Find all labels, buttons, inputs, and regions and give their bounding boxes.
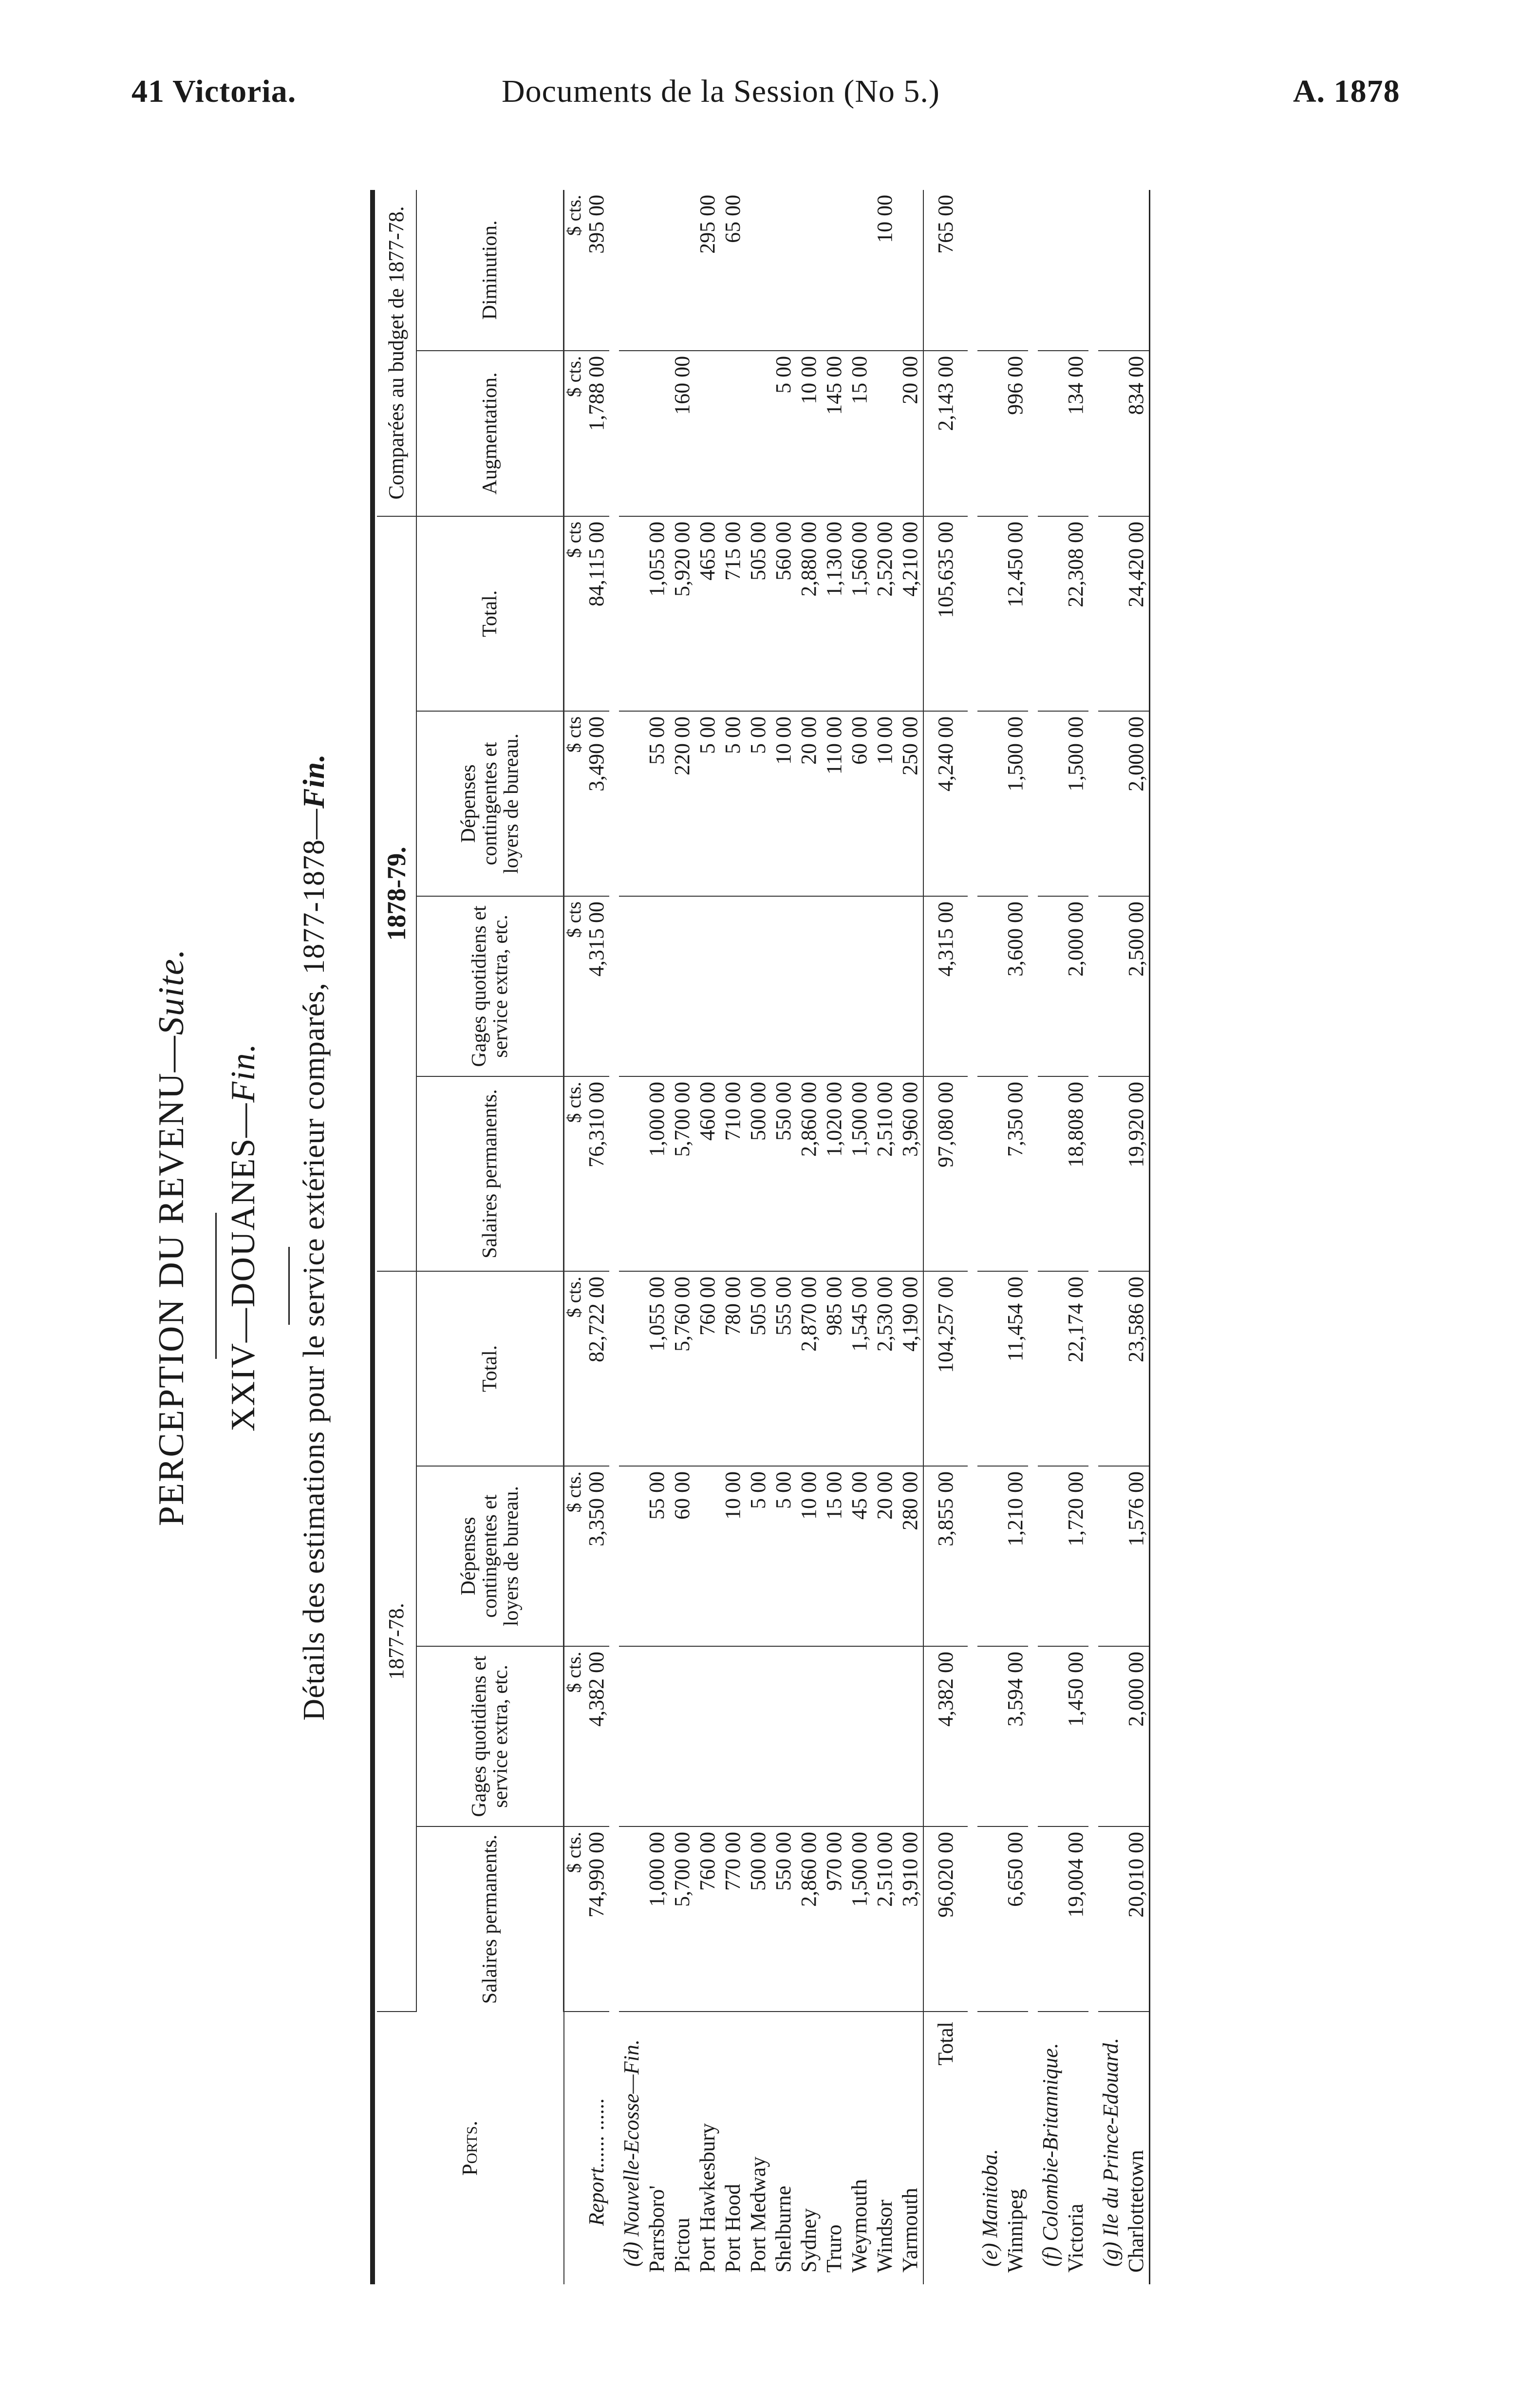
region-row bbox=[1098, 190, 1124, 2284]
region-label: (d) Nouvelle-Ecosse—Fin. bbox=[619, 2039, 643, 2267]
port-name: Windsor bbox=[873, 2200, 897, 2273]
value-cell: 10 00 bbox=[796, 1466, 822, 1646]
value-cell: 1,000 00 bbox=[644, 1076, 670, 1271]
value-cell: 295 00 bbox=[695, 190, 720, 351]
unit-cell: $ cts bbox=[564, 516, 584, 711]
value-cell: 770 00 bbox=[720, 1826, 746, 2012]
value-cell bbox=[695, 351, 720, 516]
spacer-row bbox=[609, 190, 619, 2284]
value-cell: 60 00 bbox=[847, 711, 872, 896]
value-cell: 2,870 00 bbox=[796, 1271, 822, 1466]
value-cell: 23,586 00 bbox=[1124, 1271, 1150, 1466]
value-cell: 1,020 00 bbox=[822, 1076, 847, 1271]
empty-cell bbox=[1098, 1271, 1124, 1466]
value-cell: 1,450 00 bbox=[1063, 1646, 1088, 1826]
salaires-header: Salaires permanents. bbox=[416, 1076, 564, 1271]
value-cell: 6,650 00 bbox=[1003, 1826, 1028, 2012]
value-cell: 3,594 00 bbox=[1003, 1646, 1028, 1826]
total-cell: 4,315 00 bbox=[923, 896, 968, 1076]
empty-cell bbox=[619, 1826, 644, 2012]
value-cell: 550 00 bbox=[771, 1076, 796, 1271]
table-row bbox=[796, 190, 822, 2284]
value-cell: 11,454 00 bbox=[1003, 1271, 1028, 1466]
value-cell: 12,450 00 bbox=[1003, 516, 1028, 711]
spacer-row bbox=[1088, 190, 1098, 2284]
empty-cell bbox=[1098, 711, 1124, 896]
report-cell: 4,382 00 bbox=[584, 1646, 609, 1826]
empty-cell bbox=[1038, 1271, 1063, 1466]
value-cell: 134 00 bbox=[1063, 351, 1088, 516]
empty-cell bbox=[1038, 190, 1063, 351]
table-row bbox=[898, 190, 923, 2284]
value-cell: 5,700 00 bbox=[670, 1826, 695, 2012]
value-cell: 220 00 bbox=[670, 711, 695, 896]
value-cell: 500 00 bbox=[746, 1826, 771, 2012]
value-cell: 55 00 bbox=[644, 1466, 670, 1646]
running-head-left: 41 Victoria. bbox=[131, 74, 297, 109]
empty-cell bbox=[619, 1646, 644, 1826]
table-row bbox=[847, 190, 872, 2284]
port-name: Weymouth bbox=[847, 2179, 871, 2273]
empty-cell bbox=[1038, 896, 1063, 1076]
value-cell: 1,500 00 bbox=[1003, 711, 1028, 896]
value-cell: 160 00 bbox=[670, 351, 695, 516]
table-row bbox=[771, 190, 796, 2284]
value-cell: 505 00 bbox=[746, 516, 771, 711]
value-cell: 19,920 00 bbox=[1124, 1076, 1150, 1271]
value-cell bbox=[847, 1646, 872, 1826]
value-cell: 460 00 bbox=[695, 1076, 720, 1271]
port-name: Winnipeg bbox=[1003, 2189, 1027, 2273]
value-cell: 10 00 bbox=[720, 1466, 746, 1646]
value-cell: 760 00 bbox=[695, 1826, 720, 2012]
total-cell: 4,382 00 bbox=[923, 1646, 968, 1826]
total-label: Total bbox=[923, 2012, 968, 2284]
value-cell: 2,530 00 bbox=[872, 1271, 898, 1466]
total-cell: 97,080 00 bbox=[923, 1076, 968, 1271]
empty-cell bbox=[977, 711, 1003, 896]
value-cell: 2,510 00 bbox=[872, 1076, 898, 1271]
value-cell: 250 00 bbox=[898, 711, 923, 896]
gages-header: Gages quotidiens et service extra, etc. bbox=[416, 1646, 564, 1826]
empty-cell bbox=[619, 1466, 644, 1646]
value-cell: 3,960 00 bbox=[898, 1076, 923, 1271]
value-cell bbox=[822, 1646, 847, 1826]
empty-cell bbox=[1098, 351, 1124, 516]
spacer-cell bbox=[968, 190, 977, 2284]
value-cell bbox=[872, 351, 898, 516]
value-cell: 1,500 00 bbox=[847, 1076, 872, 1271]
compare-header: Comparées au budget de 1877-78. bbox=[377, 190, 416, 516]
empty-cell bbox=[1098, 1646, 1124, 1826]
value-cell: 550 00 bbox=[771, 1826, 796, 2012]
diminution-header: Diminution. bbox=[416, 190, 564, 351]
port-name: Port Hood bbox=[721, 2183, 745, 2273]
value-cell: 24,420 00 bbox=[1124, 516, 1150, 711]
total-cell: 765 00 bbox=[923, 190, 968, 351]
value-cell bbox=[644, 351, 670, 516]
title-line-2: XXIV—DOUANES—Fin. bbox=[225, 1042, 262, 1432]
title-line-3: Détails des estimations pour le service extérieur comparés, 1877-1878—Fin. bbox=[298, 753, 331, 1721]
year-header-row bbox=[377, 190, 416, 2284]
empty-cell bbox=[1038, 1076, 1063, 1271]
value-cell bbox=[822, 190, 847, 351]
value-cell: 5 00 bbox=[695, 711, 720, 896]
value-cell: 280 00 bbox=[898, 1466, 923, 1646]
total-cell: 104,257 00 bbox=[923, 1271, 968, 1466]
value-cell bbox=[644, 1646, 670, 1826]
table-row bbox=[1124, 190, 1150, 2284]
spacer-row bbox=[968, 190, 977, 2284]
empty-cell bbox=[619, 896, 644, 1076]
value-cell: 2,510 00 bbox=[872, 1826, 898, 2012]
value-cell: 715 00 bbox=[720, 516, 746, 711]
empty-cell bbox=[619, 351, 644, 516]
value-cell: 5 00 bbox=[771, 351, 796, 516]
value-cell: 4,190 00 bbox=[898, 1271, 923, 1466]
value-cell: 55 00 bbox=[644, 711, 670, 896]
report-cell: 4,315 00 bbox=[584, 896, 609, 1076]
port-name: Charlottetown bbox=[1124, 2012, 1150, 2284]
value-cell: 760 00 bbox=[695, 1271, 720, 1466]
empty-cell bbox=[1098, 1076, 1124, 1271]
empty-cell bbox=[1098, 896, 1124, 1076]
port-name: Yarmouth bbox=[898, 2187, 922, 2273]
total-cell: 96,020 00 bbox=[923, 1826, 968, 2012]
table-row bbox=[720, 190, 746, 2284]
value-cell: 10 00 bbox=[796, 351, 822, 516]
total-cell: 2,143 00 bbox=[923, 351, 968, 516]
report-cell: 74,990 00 bbox=[584, 1826, 609, 2012]
unit-cell: $ cts bbox=[564, 896, 584, 1076]
ports-header: Ports. bbox=[377, 2012, 564, 2284]
spacer-cell bbox=[1028, 190, 1038, 2284]
value-cell bbox=[898, 896, 923, 1076]
running-head-center: Documents de la Session (No 5.) bbox=[502, 74, 940, 109]
depenses-header: Dépenses contingentes et loyers de bureau. bbox=[416, 1466, 564, 1646]
empty-cell bbox=[619, 1076, 644, 1271]
spacer-row bbox=[1028, 190, 1038, 2284]
unit-cell: $ cts. bbox=[564, 1826, 584, 2012]
empty-cell bbox=[977, 351, 1003, 516]
table-row bbox=[1003, 190, 1028, 2284]
unit-cell: $ cts. bbox=[564, 1271, 584, 1466]
value-cell bbox=[796, 896, 822, 1076]
table-row bbox=[695, 190, 720, 2284]
empty-cell bbox=[977, 1466, 1003, 1646]
empty-cell bbox=[977, 1646, 1003, 1826]
value-cell bbox=[847, 896, 872, 1076]
report-cell: 84,115 00 bbox=[584, 516, 609, 711]
report-row bbox=[584, 190, 609, 2284]
value-cell bbox=[670, 1646, 695, 1826]
empty-cell bbox=[1038, 1466, 1063, 1646]
unit-cell: $ cts. bbox=[564, 351, 584, 516]
report-cell: 82,722 00 bbox=[584, 1271, 609, 1466]
value-cell: 65 00 bbox=[720, 190, 746, 351]
table-row bbox=[822, 190, 847, 2284]
value-cell: 2,500 00 bbox=[1124, 896, 1150, 1076]
total-row bbox=[923, 190, 968, 2284]
port-name: Shelburne bbox=[771, 2185, 795, 2273]
value-cell bbox=[720, 1646, 746, 1826]
value-cell: 15 00 bbox=[847, 351, 872, 516]
value-cell: 5,760 00 bbox=[670, 1271, 695, 1466]
value-cell bbox=[872, 896, 898, 1076]
empty-cell bbox=[1038, 516, 1063, 711]
empty-cell bbox=[619, 516, 644, 711]
value-cell: 110 00 bbox=[822, 711, 847, 896]
year-1877-header: 1877-78. bbox=[377, 1271, 416, 2012]
value-cell: 5 00 bbox=[746, 1466, 771, 1646]
value-cell: 1,545 00 bbox=[847, 1271, 872, 1466]
empty-cell bbox=[977, 190, 1003, 351]
empty-cell bbox=[1098, 1826, 1124, 2012]
value-cell bbox=[746, 896, 771, 1076]
table-row bbox=[644, 190, 670, 2284]
value-cell: 1,130 00 bbox=[822, 516, 847, 711]
total-cell: 3,855 00 bbox=[923, 1466, 968, 1646]
title-block bbox=[131, 190, 360, 2284]
value-cell bbox=[695, 1646, 720, 1826]
empty-cell bbox=[977, 516, 1003, 711]
port-name: Port Hawkesbury bbox=[695, 2123, 719, 2273]
value-cell: 780 00 bbox=[720, 1271, 746, 1466]
value-cell: 145 00 bbox=[822, 351, 847, 516]
empty-cell bbox=[977, 1271, 1003, 1466]
value-cell: 500 00 bbox=[746, 1076, 771, 1271]
value-cell: 505 00 bbox=[746, 1271, 771, 1466]
value-cell: 1,576 00 bbox=[1124, 1466, 1150, 1646]
value-cell: 1,560 00 bbox=[847, 516, 872, 711]
report-label: Report...... ...... bbox=[584, 2098, 608, 2226]
empty-cell bbox=[619, 711, 644, 896]
region-label: (f) Colombie-Britannique. bbox=[1038, 2043, 1062, 2267]
port-name: Port Medway bbox=[746, 2156, 770, 2273]
empty-cell bbox=[977, 1076, 1003, 1271]
salaires-header: Salaires permanents. bbox=[416, 1826, 564, 2012]
total-cell: 4,240 00 bbox=[923, 711, 968, 896]
value-cell bbox=[695, 896, 720, 1076]
value-cell: 10 00 bbox=[872, 711, 898, 896]
value-cell bbox=[746, 1646, 771, 1826]
value-cell: 1,500 00 bbox=[847, 1826, 872, 2012]
report-cell: 395 00 bbox=[584, 190, 609, 351]
value-cell: 996 00 bbox=[1003, 351, 1028, 516]
empty-cell bbox=[619, 1271, 644, 1466]
unit-cell: $ cts. bbox=[564, 190, 584, 351]
value-cell bbox=[822, 896, 847, 1076]
empty-cell bbox=[1098, 516, 1124, 711]
empty-cell bbox=[619, 190, 644, 351]
value-cell: 45 00 bbox=[847, 1466, 872, 1646]
total-header: Total. bbox=[416, 1271, 564, 1466]
value-cell: 1,055 00 bbox=[644, 516, 670, 711]
value-cell: 1,210 00 bbox=[1003, 1466, 1028, 1646]
value-cell: 5 00 bbox=[720, 711, 746, 896]
report-cell: 1,788 00 bbox=[584, 351, 609, 516]
augmentation-header: Augmentation. bbox=[416, 351, 564, 516]
unit-cell: $ cts bbox=[564, 711, 584, 896]
value-cell: 5,700 00 bbox=[670, 1076, 695, 1271]
value-cell bbox=[1063, 190, 1088, 351]
value-cell: 465 00 bbox=[695, 516, 720, 711]
total-cell: 105,635 00 bbox=[923, 516, 968, 711]
value-cell: 1,500 00 bbox=[1063, 711, 1088, 896]
value-cell: 2,860 00 bbox=[796, 1076, 822, 1271]
value-cell bbox=[644, 896, 670, 1076]
estimates-table-wrap bbox=[370, 190, 1150, 2284]
value-cell: 3,910 00 bbox=[898, 1826, 923, 2012]
value-cell: 19,004 00 bbox=[1063, 1826, 1088, 2012]
unit-cell: $ cts. bbox=[564, 1646, 584, 1826]
region-row bbox=[977, 190, 1003, 2284]
value-cell bbox=[670, 190, 695, 351]
spacer-cell bbox=[609, 190, 619, 2284]
port-name: Victoria bbox=[1064, 2203, 1087, 2273]
value-cell: 5 00 bbox=[746, 711, 771, 896]
table-body bbox=[564, 190, 1150, 2284]
title-line-1: PERCEPTION DU REVENU—Suite. bbox=[151, 948, 191, 1526]
report-cell: 76,310 00 bbox=[584, 1076, 609, 1271]
rotated-content bbox=[131, 190, 1446, 2284]
value-cell bbox=[644, 190, 670, 351]
table-row bbox=[746, 190, 771, 2284]
units-label bbox=[564, 2012, 584, 2284]
value-cell: 5,920 00 bbox=[670, 516, 695, 711]
value-cell: 1,000 00 bbox=[644, 1826, 670, 2012]
title-rule-1 bbox=[215, 1213, 217, 1359]
gages-header: Gages quotidiens et service extra, etc. bbox=[416, 896, 564, 1076]
empty-cell bbox=[977, 1826, 1003, 2012]
depenses-header: Dépenses contingentes et loyers de bureau. bbox=[416, 711, 564, 896]
value-cell bbox=[796, 1646, 822, 1826]
report-cell: 3,490 00 bbox=[584, 711, 609, 896]
value-cell bbox=[771, 190, 796, 351]
value-cell: 5 00 bbox=[771, 1466, 796, 1646]
value-cell bbox=[771, 896, 796, 1076]
table-row bbox=[872, 190, 898, 2284]
value-cell: 10 00 bbox=[872, 190, 898, 351]
value-cell: 20,010 00 bbox=[1124, 1826, 1150, 2012]
empty-cell bbox=[1098, 1466, 1124, 1646]
empty-cell bbox=[977, 896, 1003, 1076]
value-cell bbox=[898, 1646, 923, 1826]
port-name: Parrsboro' bbox=[645, 2185, 669, 2273]
units-row bbox=[564, 190, 584, 2284]
value-cell bbox=[898, 190, 923, 351]
value-cell bbox=[1003, 190, 1028, 351]
value-cell: 15 00 bbox=[822, 1466, 847, 1646]
value-cell bbox=[695, 1466, 720, 1646]
unit-cell: $ cts. bbox=[564, 1076, 584, 1271]
table-row bbox=[670, 190, 695, 2284]
title-rule-2 bbox=[288, 1247, 290, 1325]
empty-cell bbox=[1038, 1646, 1063, 1826]
value-cell: 2,000 00 bbox=[1124, 1646, 1150, 1826]
value-cell: 2,880 00 bbox=[796, 516, 822, 711]
value-cell: 10 00 bbox=[771, 711, 796, 896]
unit-cell: $ cts. bbox=[564, 1466, 584, 1646]
empty-cell bbox=[1038, 711, 1063, 896]
value-cell: 985 00 bbox=[822, 1271, 847, 1466]
value-cell: 970 00 bbox=[822, 1826, 847, 2012]
value-cell: 560 00 bbox=[771, 516, 796, 711]
port-name: Pictou bbox=[670, 2218, 694, 2273]
empty-cell bbox=[1098, 190, 1124, 351]
value-cell: 20 00 bbox=[796, 711, 822, 896]
value-cell: 555 00 bbox=[771, 1271, 796, 1466]
value-cell: 20 00 bbox=[872, 1466, 898, 1646]
value-cell bbox=[746, 351, 771, 516]
report-cell: 3,350 00 bbox=[584, 1466, 609, 1646]
value-cell bbox=[796, 190, 822, 351]
region-row bbox=[1038, 190, 1063, 2284]
value-cell: 7,350 00 bbox=[1003, 1076, 1028, 1271]
value-cell: 22,308 00 bbox=[1063, 516, 1088, 711]
value-cell bbox=[720, 896, 746, 1076]
total-header: Total. bbox=[416, 516, 564, 711]
value-cell: 4,210 00 bbox=[898, 516, 923, 711]
running-head-right: A. 1878 bbox=[1293, 74, 1400, 109]
value-cell bbox=[670, 896, 695, 1076]
value-cell: 2,000 00 bbox=[1124, 711, 1150, 896]
region-label: (g) Ile du Prince-Edouard. bbox=[1099, 2037, 1123, 2267]
value-cell: 3,600 00 bbox=[1003, 896, 1028, 1076]
value-cell: 22,174 00 bbox=[1063, 1271, 1088, 1466]
region-label: (e) Manitoba. bbox=[978, 2149, 1002, 2267]
value-cell bbox=[1124, 190, 1150, 351]
value-cell bbox=[771, 1646, 796, 1826]
value-cell: 1,055 00 bbox=[644, 1271, 670, 1466]
value-cell: 18,808 00 bbox=[1063, 1076, 1088, 1271]
table-row bbox=[1063, 190, 1088, 2284]
value-cell: 710 00 bbox=[720, 1076, 746, 1271]
value-cell: 2,520 00 bbox=[872, 516, 898, 711]
top-rule bbox=[370, 190, 375, 2284]
value-cell: 60 00 bbox=[670, 1466, 695, 1646]
value-cell: 834 00 bbox=[1124, 351, 1150, 516]
empty-cell bbox=[1038, 1826, 1063, 2012]
value-cell: 20 00 bbox=[898, 351, 923, 516]
spacer-cell bbox=[1088, 190, 1098, 2284]
value-cell bbox=[847, 190, 872, 351]
value-cell bbox=[746, 190, 771, 351]
empty-cell bbox=[1038, 351, 1063, 516]
estimates-table bbox=[377, 190, 1150, 2284]
year-1878-header: 1878-79. bbox=[377, 516, 416, 1271]
region-row bbox=[619, 190, 644, 2284]
port-name: Sydney bbox=[797, 2208, 821, 2273]
value-cell: 1,720 00 bbox=[1063, 1466, 1088, 1646]
value-cell bbox=[872, 1646, 898, 1826]
value-cell: 2,000 00 bbox=[1063, 896, 1088, 1076]
value-cell: 2,860 00 bbox=[796, 1826, 822, 2012]
port-name: Truro bbox=[822, 2224, 846, 2273]
value-cell bbox=[720, 351, 746, 516]
column-header-row bbox=[416, 190, 564, 2284]
